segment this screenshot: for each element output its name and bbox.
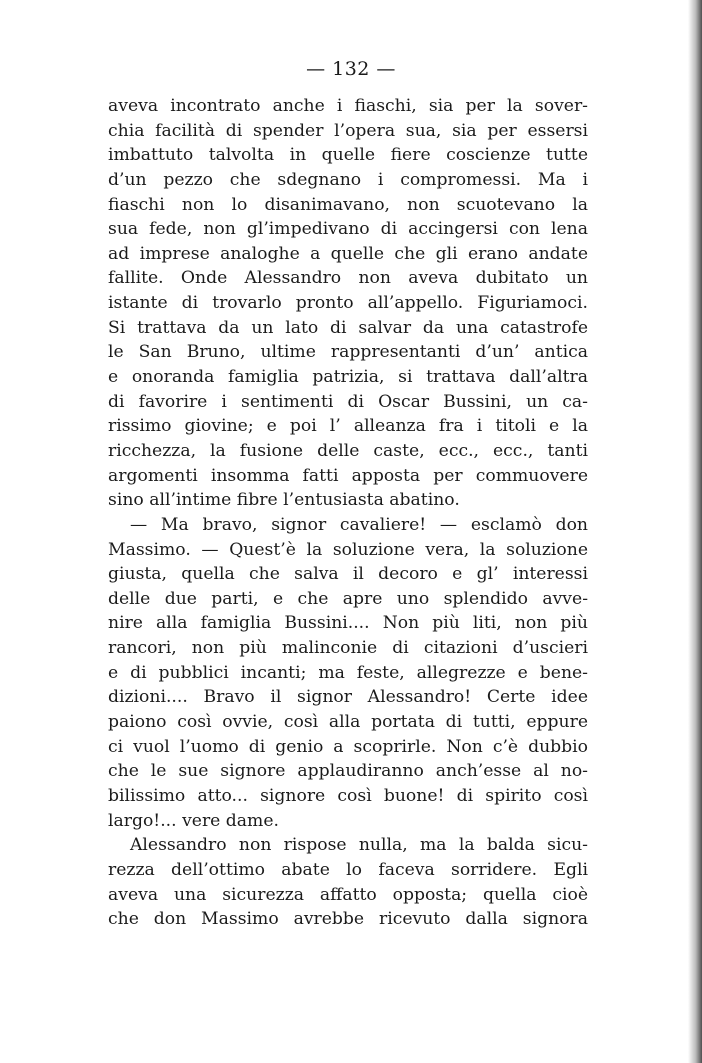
text-line: nire alla famiglia Bussini.... Non più liti, non più	[108, 613, 588, 634]
text-line: bilissimo atto... signore così buone! di spirito così	[108, 785, 588, 806]
text-line: istante di trovarlo pronto all’appello. Figuriamoci.	[108, 293, 588, 314]
text-line: paiono così ovvie, così alla portata di tutti, eppure	[108, 712, 588, 733]
text-line: rezza dell’ottimo abate lo faceva sorridere. Egli	[108, 859, 588, 880]
text-line: sua fede, non gl’impedivano di accingersi con lena	[108, 219, 588, 240]
text-line: rissimo giovine; e poi l’ alleanza fra i titoli e la	[108, 416, 588, 437]
text-line: ricchezza, la fusione delle caste, ecc., ecc., tanti	[108, 440, 588, 461]
text-line: largo!... vere dame.	[108, 810, 279, 831]
text-line: Si trattava da un lato di salvar da una catastrofe	[108, 317, 588, 338]
text-line: ci vuol l’uomo di genio a scoprirle. Non c’è dubbio	[108, 736, 588, 757]
body-text	[108, 94, 588, 932]
text-line: di favorire i sentimenti di Oscar Bussini, un ca-	[108, 391, 588, 412]
text-line: d’un pezzo che sdegnano i compromessi. Ma i	[108, 169, 588, 190]
text-line: Massimo. — Quest’è la soluzione vera, la soluzione	[108, 539, 588, 560]
text-line: che don Massimo avrebbe ricevuto dalla signora	[108, 909, 588, 930]
text-line: fallite. Onde Alessandro non aveva dubitato un	[108, 268, 588, 289]
text-line: e onoranda famiglia patrizia, si trattava dall’altra	[108, 367, 588, 388]
text-line: fiaschi non lo disanimavano, non scuotevano la	[108, 194, 588, 215]
text-line: aveva una sicurezza affatto opposta; quella cioè	[108, 884, 588, 905]
text-line: — Ma bravo, signor cavaliere! — esclamò don	[130, 514, 588, 535]
text-line: le San Bruno, ultime rappresentanti d’un’ antica	[108, 342, 588, 363]
text-line: giusta, quella che salva il decoro e gl’ interessi	[108, 564, 588, 585]
text-line: chia facilità di spender l’opera sua, sia per essersi	[108, 120, 588, 141]
text-line: argomenti insomma fatti apposta per commuovere	[108, 465, 588, 486]
text-line: ad imprese analoghe a quelle che gli erano andate	[108, 243, 588, 264]
text-line: imbattuto talvolta in quelle fiere coscienze tutte	[108, 145, 588, 166]
text-line: aveva incontrato anche i fiaschi, sia per la sover-	[108, 96, 588, 116]
text-line: e di pubblici incanti; ma feste, allegrezze e bene-	[108, 662, 588, 683]
text-line: dizioni.... Bravo il signor Alessandro! Certe idee	[108, 687, 588, 708]
page-edge-shadow	[688, 0, 702, 1063]
text-line: rancori, non più malinconie di citazioni d’uscieri	[108, 638, 588, 659]
text-line: delle due parti, e che apre uno splendido avve-	[108, 588, 588, 609]
text-line: Alessandro non rispose nulla, ma la balda sicu-	[130, 835, 588, 856]
text-line: che le sue signore applaudiranno anch’esse al no-	[108, 761, 588, 782]
text-line: sino all’intime fibre l’entusiasta abatino.	[108, 490, 460, 511]
page-number: — 132 —	[306, 58, 396, 80]
